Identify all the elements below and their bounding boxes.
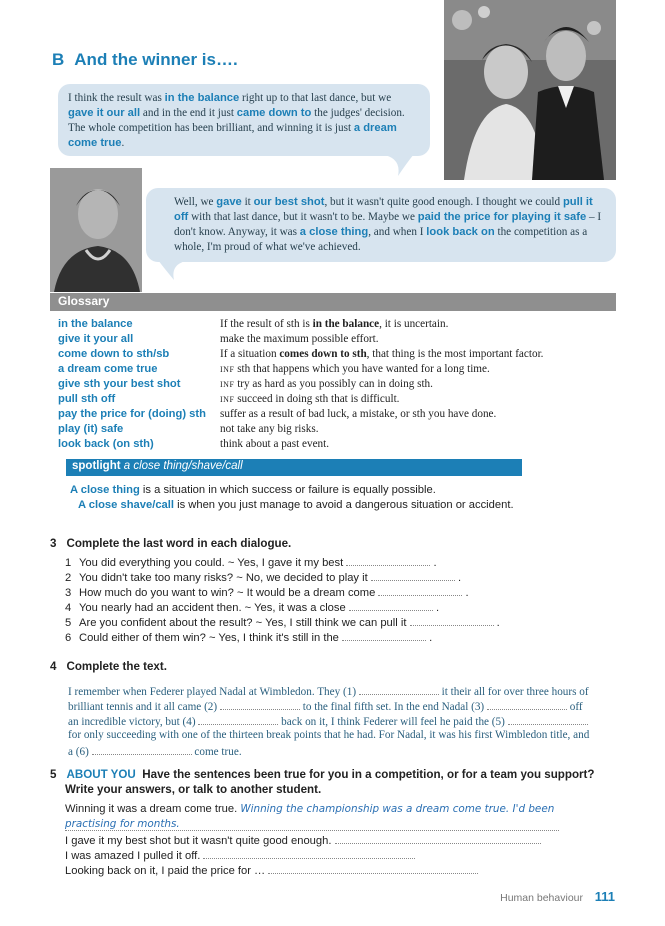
answer-blank[interactable] [92, 744, 192, 755]
answer-blank[interactable] [268, 863, 478, 874]
glossary-term: play (it) safe [58, 423, 124, 435]
spotlight-line-2: A close shave/call is when you just manage to avoid a dangerous situation or accident. [78, 499, 514, 511]
glossary-definition: make the maximum possible effort. [220, 333, 379, 345]
answer-blank[interactable] [349, 600, 433, 611]
answer-blank[interactable] [203, 848, 415, 859]
exercise-3-item: 2 You didn't take too many risks? ~ No, we decided to play it . [65, 572, 462, 584]
section-letter: B [52, 50, 65, 69]
exercise-3-item: 4 You nearly had an accident then. ~ Yes, it was a close . [65, 602, 440, 614]
glossary-term: look back (on sth) [58, 438, 154, 450]
answer-blank[interactable] [346, 555, 430, 566]
couple-photo [444, 0, 616, 180]
speech-bubble-1 [58, 84, 430, 156]
exercise-5-sentence: I gave it my best shot but it wasn't quite good enough. [65, 833, 541, 847]
answer-blank[interactable] [335, 833, 541, 844]
glossary-term: in the balance [58, 318, 133, 330]
glossary-term: give sth your best shot [58, 378, 181, 390]
glossary-definition: suffer as a result of bad luck, a mistake, or sth you have done. [220, 408, 497, 420]
section-title: And the winner is…. [74, 50, 238, 69]
speech-bubble-2 [146, 188, 616, 262]
male-dancer-photo [50, 168, 142, 292]
glossary-term: come down to sth/sb [58, 348, 170, 360]
answer-blank[interactable] [378, 585, 462, 596]
glossary-definition: think about a past event. [220, 438, 330, 450]
answer-blank[interactable] [508, 714, 588, 725]
handwritten-answer-continued[interactable]: practising for months. [65, 818, 559, 831]
glossary-term: a dream come true [58, 363, 158, 375]
exercise-3-heading: 3 Complete the last word in each dialogue. [50, 537, 292, 550]
exercise-4-line: I remember when Federer played Nadal at Wimbledon. They (1) it their all for over three hours of [68, 686, 589, 698]
exercise-5-sentence: I was amazed I pulled it off. [65, 848, 415, 862]
page-number: 111 [594, 889, 615, 904]
handwritten-answer[interactable]: Winning the championship was a dream come true. I'd been [240, 803, 555, 815]
answer-blank[interactable] [198, 714, 278, 725]
section-heading [52, 50, 238, 70]
answer-blank[interactable] [410, 615, 494, 626]
exercise-5-subheading: Write your answers, or talk to another student. [65, 783, 322, 796]
spotlight-label: spotlight [72, 460, 121, 472]
footer-unit-label: Human behaviour [500, 892, 583, 904]
exercise-3-item: 6 Could either of them win? ~ Yes, I think it's still in the . [65, 632, 433, 644]
bubble-2-tail [156, 260, 196, 282]
exercise-5-heading: 5 ABOUT YOU Have the sentences been true for you in a competition, or for a team you support? [50, 768, 595, 781]
exercise-4-line: an incredible victory, but (4) back on it, I think Federer will feel he paid the (5) [68, 714, 588, 728]
bubble-2-text: Well, we gave it our best shot, but it wasn't quite good enough. I thought we could pull it off with that last dance, but it wasn't to be. Maybe we paid the price for playing it safe – I don't know. Anyway, it was a close thing, and when I look back on the competition as a whole, I'm proud of what we've achieved. [174, 196, 602, 253]
glossary-definition: If a situation comes down to sth, that thing is the most important factor. [220, 348, 544, 360]
glossary-definition: INF try as hard as you possibly can in doing sth. [220, 378, 433, 390]
answer-blank[interactable] [487, 699, 567, 710]
glossary-term: give it your all [58, 333, 134, 345]
exercise-3-item: 5 Are you confident about the result? ~ Yes, I still think we can pull it . [65, 617, 500, 629]
glossary-term: pay the price for (doing) sth [58, 408, 206, 420]
answer-blank[interactable] [359, 684, 439, 695]
exercise-5-sentence: Winning it was a dream come true. Winning the championship was a dream come true. I'd been [65, 803, 555, 815]
spotlight-subtitle: a close thing/shave/call [123, 460, 243, 472]
answer-blank[interactable] [371, 570, 455, 581]
glossary-definition: INF succeed in doing sth that is difficult. [220, 393, 400, 405]
glossary-header [50, 293, 616, 311]
exercise-4-line: brilliant tennis and it all came (2) to the final fifth set. In the end Nadal (3) off [68, 701, 583, 713]
glossary-definition: INF sth that happens which you have wanted for a long time. [220, 363, 490, 375]
exercise-4-heading: 4 Complete the text. [50, 660, 167, 673]
spotlight-line-1: A close thing is a situation in which success or failure is equally possible. [70, 484, 436, 496]
bubble-1-text: I think the result was in the balance right up to that last dance, but we gave it our all and in the end it just came down to the judges' decision. The whole competition has been brilliant, and winning it is just a dream come true. [68, 92, 405, 149]
about-you-label: ABOUT YOU [66, 768, 136, 781]
exercise-3-item: 3 How much do you want to win? ~ It would be a dream come . [65, 587, 469, 599]
exercise-3-item: 1 You did everything you could. ~ Yes, I gave it my best . [65, 557, 437, 569]
bubble-1-tail [376, 154, 416, 178]
exercise-4-line: for only succeeding with one of the thirteen break points that he had. For Nadal, it was his first Wimbledon title, and [68, 729, 590, 741]
exercise-5-sentence: Looking back on it, I paid the price for … [65, 863, 478, 877]
spotlight-header [66, 459, 522, 476]
glossary-definition: not take any big risks. [220, 423, 319, 435]
glossary-definition: If the result of sth is in the balance, it is uncertain. [220, 318, 449, 330]
answer-blank[interactable] [220, 699, 300, 710]
glossary-title: Glossary [58, 294, 110, 308]
glossary-term: pull sth off [58, 393, 116, 405]
exercise-4-line: a (6) come true. [68, 746, 242, 758]
answer-blank[interactable] [342, 630, 426, 641]
